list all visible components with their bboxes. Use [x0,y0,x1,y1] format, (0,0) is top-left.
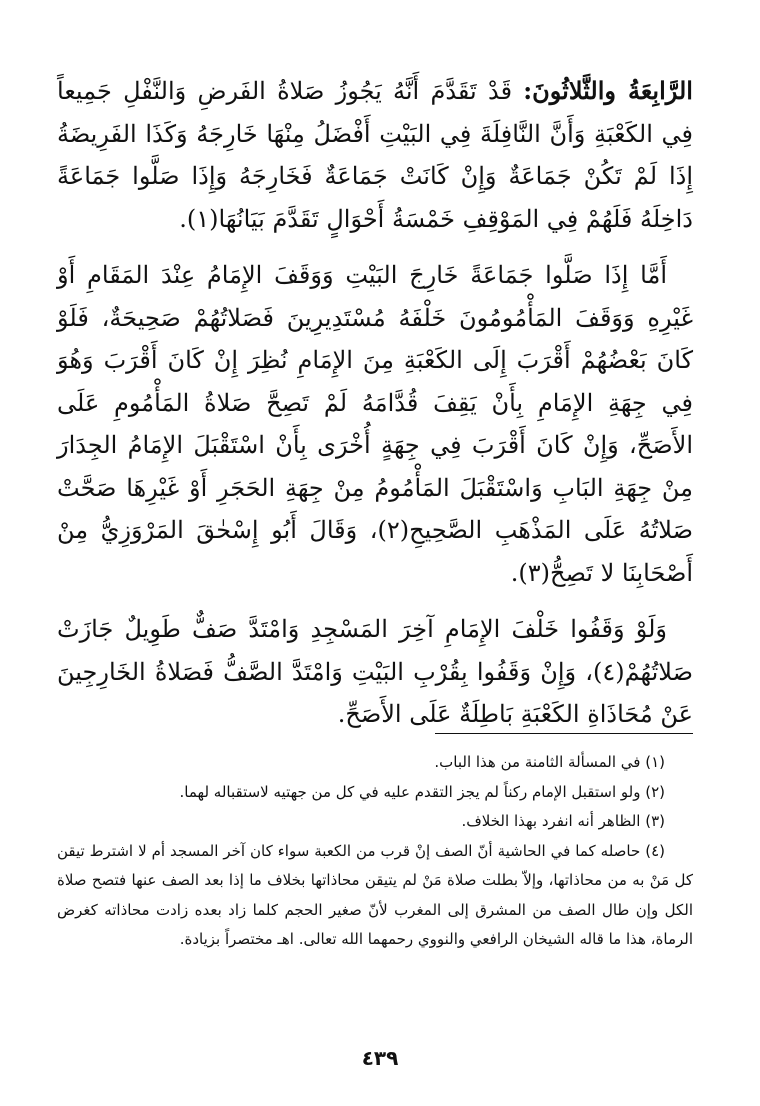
paragraph-3: وَلَوْ وَقَفُوا خَلْفَ الإِمَامِ آخِرَ المَسْجِدِ وَامْتَدَّ صَفٌّ طَوِيلٌ جَازَتْ صَلاتُهُمْ(٤)، وَإِنْ وَقَفُوا بِقُرْبِ البَيْتِ وَامْتَدَّ الصَّفُّ فَصَلاةُ الخَارِجِينَ عَنْ مُحَاذَاةِ الكَعْبَةِ بَاطِلَةٌ عَلَى الأَصَحِّ. [57,615,693,728]
page-number: ٤٣٩ [361,1046,399,1070]
footnote-divider [435,733,693,734]
main-text [57,70,693,750]
paragraph-1-text: قَدْ تَقَدَّمَ أَنَّهُ يَجُوزُ صَلاةُ الفَرضِ وَالنَّفْلِ جَمِيعاً فِي الكَعْبَةِ وَأَنَّ النَّافِلَةَ فِي البَيْتِ أَفْضَلُ مِنْهَا خَارِجَهُ وَكَذَا الفَرِيضَةُ إِذَا لَمْ تَكُنْ جَمَاعَةٌ وَإِنْ كَانَتْ جَمَاعَةٌ فَخَارِجَهُ وَإِذَا صَلَّوا جَمَاعَةً دَاخِلَهُ فَلَهُمْ فِي المَوْقِفِ خَمْسَةُ أَحْوَالٍ تَقَدَّمَ بَيَانُهَا(١). [57,77,693,233]
paragraph-1-lead: الرَّابِعَةُ والثَّلاثُونَ: [523,76,693,105]
paragraph-2: أَمَّا إِذَا صَلَّوا جَمَاعَةً خَارِجَ البَيْتِ وَوَقَفَ الإِمَامُ عِنْدَ المَقَامِ أَوْ غَيْرِهِ وَوَقَفَ المَأْمُومُونَ خَلْفَهُ مُسْتَدِيرِينَ فَصَلاتُهُمْ صَحِيحَةٌ، فَلَوْ كَانَ بَعْضُهُمْ أَقْرَبَ إِلَى الكَعْبَةِ مِنَ الإِمَامِ نُظِرَ إِنْ كَانَ أَقْرَبَ وَهُوَ فِي جِهَةِ الإِمَامِ بِأَنْ يَقِفَ قُدَّامَهُ لَمْ تَصِحَّ صَلاةُ المَأْمُومِ عَلَى الأَصَحِّ، وَإِنْ كَانَ أَقْرَبَ فِي جِهَةٍ أُخْرَى بِأَنْ اسْتَقْبَلَ الإِمَامُ الجِدَارَ مِنْ جِهَةِ البَابِ وَاسْتَقْبَلَ المَأْمُومُ مِنْ جِهَةِ الحَجَرِ أَوْ غَيْرِهَا صَحَّتْ صَلاتُهُ عَلَى المَذْهَبِ الصَّحِيحِ(٢)، وَقَالَ أَبُو إِسْحٰقَ المَرْوَزِيُّ مِنْ أَصْحَابِنَا لا تَصِحُّ(٣). [57,261,693,587]
footnote-1: (١) في المسألة الثامنة من هذا الباب. [434,753,665,771]
footnote-3: (٣) الظاهر أنه انفرد بهذا الخلاف. [461,812,665,830]
footnote-4: (٤) حاصله كما في الحاشية أنّ الصف إنْ قرب من الكعبة سواء كان آخر المسجد أم لا اشترط تيقن كل مَنْ به من محاذاتها، وإلاّ بطلت صلاة مَنْ لم يتيقن محاذاتها بخلاف ما إذا بعد الصف عنها فتصح صلاة الكل وإن طال الصف من المشرق إلى المغرب لأنّ صغير الحجم كلما زاد بعده زادت محاذاته كغرض الرماة، هذا ما قاله الشيخان الرافعي والنووي رحمهما الله تعالى. اهـ مختصراً بزيادة. [57,841,693,948]
footnotes [57,748,693,955]
footnote-2: (٢) ولو استقبل الإمام ركناً لم يجز التقدم عليه في كل من جهتيه لاستقباله لهما. [179,782,665,801]
paragraph-1 [57,70,693,240]
